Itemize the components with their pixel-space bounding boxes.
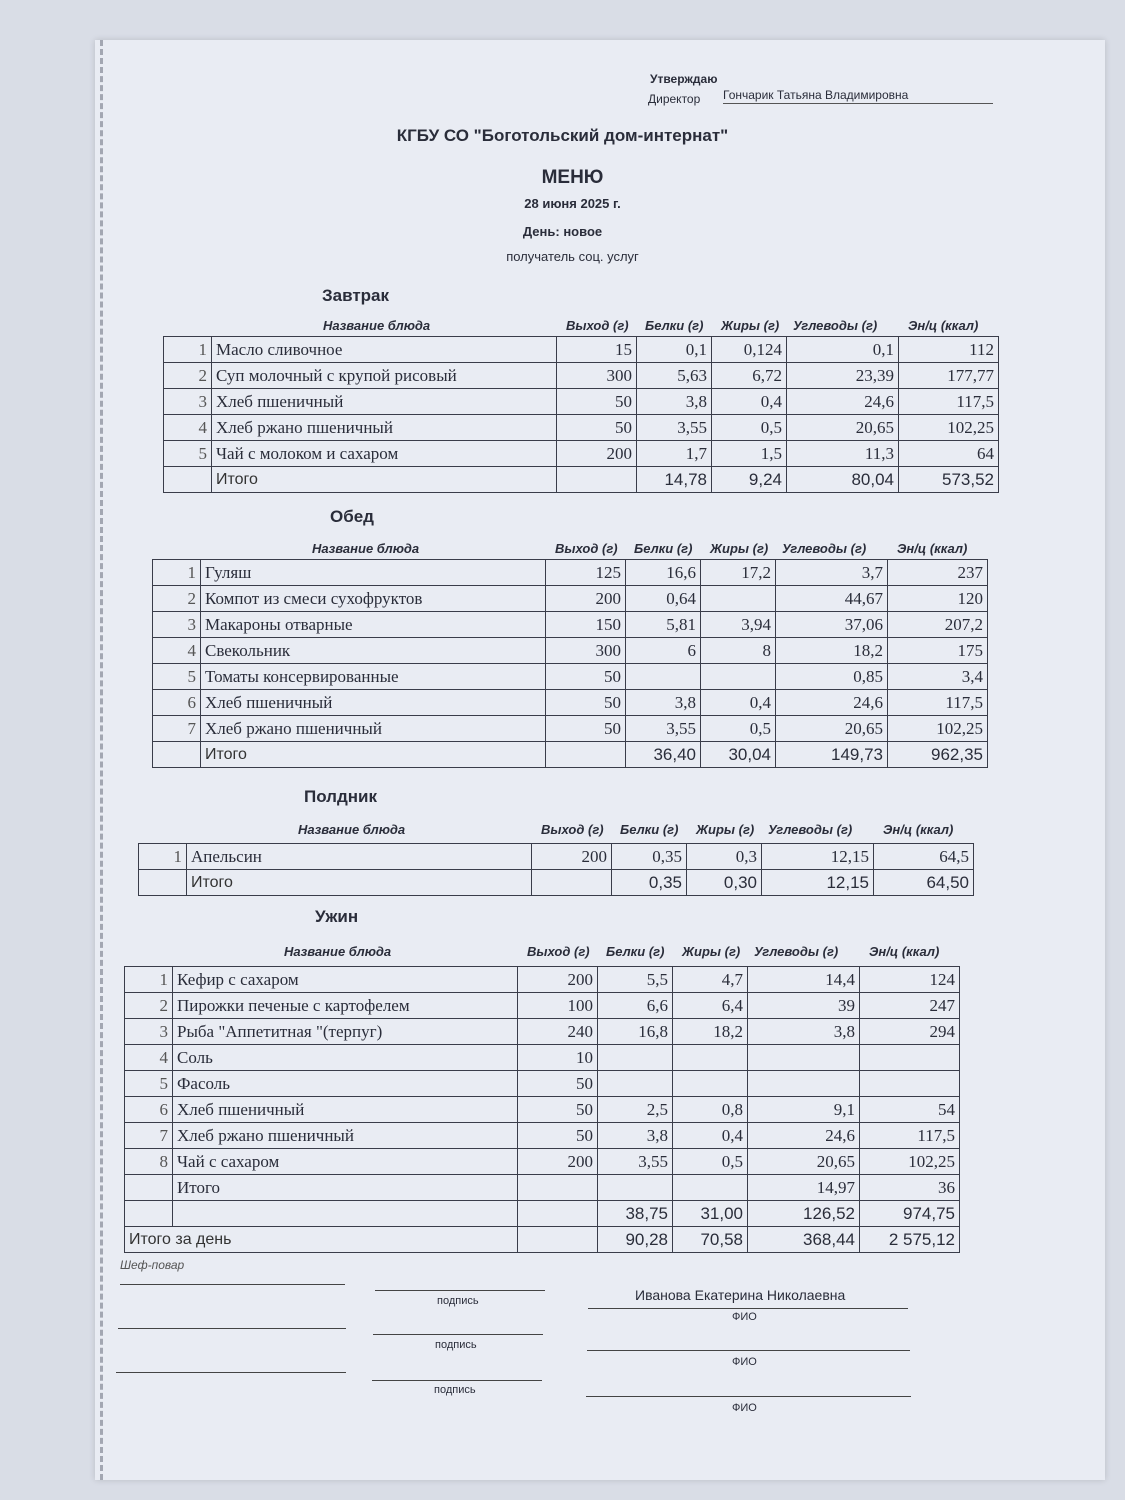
dish-carbs: 11,3: [787, 441, 899, 467]
table-row: [164, 337, 999, 363]
dish-carbs: 20,65: [776, 716, 888, 742]
approve-label: Утверждаю: [650, 72, 718, 86]
total-spacer: [173, 1201, 518, 1227]
column-header-name: Название блюда: [284, 944, 392, 959]
column-header-energy: Эн/ц (ккал): [897, 541, 968, 556]
dish-output: 200: [532, 844, 612, 870]
dish-energy: 117,5: [899, 389, 999, 415]
total-fat: 30,04: [701, 742, 776, 768]
total-carbs: 126,52: [748, 1201, 860, 1227]
table-row: [164, 441, 999, 467]
column-header-protein: Белки (г): [634, 541, 693, 556]
table-row: [164, 389, 999, 415]
director-row: [648, 88, 998, 106]
table-row: [164, 363, 999, 389]
table-row: [153, 612, 988, 638]
total-energy: 974,75: [860, 1201, 960, 1227]
total-carbs: 149,73: [776, 742, 888, 768]
sign-caption: подпись: [435, 1339, 477, 1351]
dish-protein: 6: [626, 638, 701, 664]
dish-output: 50: [557, 389, 637, 415]
dish-protein: 3,55: [637, 415, 712, 441]
table-row: [125, 1175, 960, 1201]
dish-protein: 3,8: [598, 1123, 673, 1149]
day-total-label: Итого за день: [125, 1227, 518, 1253]
dish-name: Соль: [173, 1045, 518, 1071]
dish-carbs: 20,65: [748, 1149, 860, 1175]
dish-output: 300: [546, 638, 626, 664]
dish-fat: 1,5: [712, 441, 787, 467]
dish-name: Хлеб ржано пшеничный: [173, 1123, 518, 1149]
column-header-energy: Эн/ц (ккал): [908, 318, 979, 333]
dish-carbs: 12,15: [762, 844, 874, 870]
total-protein: 14,78: [637, 467, 712, 493]
sign-caption: подпись: [434, 1384, 476, 1396]
dish-protein: 0,35: [612, 844, 687, 870]
dish-protein: 2,5: [598, 1097, 673, 1123]
dish-energy: 247: [860, 993, 960, 1019]
section-title-snack: Полдник: [304, 787, 377, 806]
signature-line: [120, 1284, 345, 1285]
total-carbs: 12,15: [762, 870, 874, 896]
dish-fat: 0,4: [712, 389, 787, 415]
dish-carbs: 0,85: [776, 664, 888, 690]
row-number: 4: [125, 1045, 173, 1071]
signature-line: [372, 1380, 542, 1381]
dish-carbs: 39: [748, 993, 860, 1019]
row-number: 7: [153, 716, 201, 742]
total-energy: 962,35: [888, 742, 988, 768]
dish-energy: 64: [899, 441, 999, 467]
column-header-carbs: Углеводы (г): [782, 541, 867, 556]
dish-protein: 3,8: [626, 690, 701, 716]
dish-fat: 0,4: [673, 1123, 748, 1149]
dish-protein: [626, 664, 701, 690]
dish-output: 50: [518, 1097, 598, 1123]
section-title-breakfast: Завтрак: [322, 286, 390, 305]
dish-output: 50: [546, 664, 626, 690]
row-number: 3: [164, 389, 212, 415]
dish-energy: 294: [860, 1019, 960, 1045]
dish-protein: [598, 1045, 673, 1071]
dish-carbs: 24,6: [787, 389, 899, 415]
fio-caption: ФИО: [732, 1356, 757, 1368]
section-title-lunch: Обед: [330, 507, 374, 526]
total-fat: 0,30: [687, 870, 762, 896]
row-number: 1: [139, 844, 187, 870]
fio-caption: ФИО: [732, 1311, 757, 1323]
row-number: 5: [164, 441, 212, 467]
dish-carbs: 37,06: [776, 612, 888, 638]
row-number: 1: [153, 560, 201, 586]
column-header-output: Выход (г): [566, 318, 629, 333]
dish-energy: 3,4: [888, 664, 988, 690]
table-row: [153, 638, 988, 664]
dish-energy: 177,77: [899, 363, 999, 389]
dish-carbs: 3,7: [776, 560, 888, 586]
row-number: 5: [153, 664, 201, 690]
dish-energy: 54: [860, 1097, 960, 1123]
column-header-fat: Жиры (г): [710, 541, 769, 556]
day-total-protein: 90,28: [598, 1227, 673, 1253]
dish-output: 150: [546, 612, 626, 638]
total-label: Итого: [201, 742, 546, 768]
dish-protein: 5,63: [637, 363, 712, 389]
dish-fat: 8: [701, 638, 776, 664]
table-row: [164, 415, 999, 441]
column-header-protein: Белки (г): [606, 944, 665, 959]
total-protein: 0,35: [612, 870, 687, 896]
total-spacer: [164, 467, 212, 493]
table-row: [153, 716, 988, 742]
page-title: МЕНЮ: [541, 167, 604, 188]
dish-name: Хлеб пшеничный: [201, 690, 546, 716]
dish-name: Гуляш: [201, 560, 546, 586]
dish-carbs: 20,65: [787, 415, 899, 441]
menu-table-breakfast: [163, 336, 999, 493]
dish-name: Хлеб ржано пшеничный: [201, 716, 546, 742]
director-name: Гончарик Татьяна Владимировна: [723, 88, 993, 104]
table-row: [125, 1097, 960, 1123]
signature-line: [116, 1372, 346, 1373]
row-number: 6: [125, 1097, 173, 1123]
day-total-fat: 70,58: [673, 1227, 748, 1253]
dish-output: 200: [518, 1149, 598, 1175]
day-total-carbs: 368,44: [748, 1227, 860, 1253]
chef-label: Шеф-повар: [120, 1258, 185, 1272]
dish-energy: [860, 1071, 960, 1097]
total-spacer: [153, 742, 201, 768]
table-row: [125, 1019, 960, 1045]
dish-fat: 4,7: [673, 967, 748, 993]
director-label: Директор: [648, 92, 701, 106]
dish-protein: [598, 1071, 673, 1097]
table-row: [153, 560, 988, 586]
column-header-fat: Жиры (г): [721, 318, 780, 333]
total-fat: 31,00: [673, 1201, 748, 1227]
dish-fat: 6,72: [712, 363, 787, 389]
dish-energy: 237: [888, 560, 988, 586]
row-number: 3: [153, 612, 201, 638]
dish-fat: 17,2: [701, 560, 776, 586]
organization-title: КГБУ СО "Боготольский дом-интернат": [396, 126, 729, 145]
total-protein: 38,75: [598, 1201, 673, 1227]
table-row: [125, 967, 960, 993]
row-number: 4: [164, 415, 212, 441]
dish-energy: 102,25: [888, 716, 988, 742]
dish-energy: 117,5: [888, 690, 988, 716]
dish-output: 50: [518, 1123, 598, 1149]
column-header-energy: Эн/ц (ккал): [869, 944, 940, 959]
dish-carbs: 3,8: [748, 1019, 860, 1045]
total-output: [518, 1201, 598, 1227]
recipient-label: получатель соц. услуг: [506, 249, 639, 264]
dish-energy: 102,25: [899, 415, 999, 441]
dish-carbs: 18,2: [776, 638, 888, 664]
dish-output: 125: [546, 560, 626, 586]
dish-output: 300: [557, 363, 637, 389]
day-total-energy: 2 575,12: [860, 1227, 960, 1253]
dish-protein: 1,7: [637, 441, 712, 467]
total-label: Итого: [212, 467, 557, 493]
table-row: [125, 1045, 960, 1071]
dish-protein: 0,1: [637, 337, 712, 363]
row-number: [125, 1175, 173, 1201]
column-header-protein: Белки (г): [620, 822, 679, 837]
dish-name: Компот из смеси сухофруктов: [201, 586, 546, 612]
dish-energy: 64,5: [874, 844, 974, 870]
table-row: [153, 586, 988, 612]
row-number: 1: [164, 337, 212, 363]
dish-output: 100: [518, 993, 598, 1019]
dish-energy: 120: [888, 586, 988, 612]
dish-protein: 3,55: [626, 716, 701, 742]
dish-energy: 36: [860, 1175, 960, 1201]
dish-output: 50: [546, 690, 626, 716]
dish-fat: 0,5: [712, 415, 787, 441]
sign-caption: подпись: [437, 1295, 479, 1307]
dish-name: Макароны отварные: [201, 612, 546, 638]
column-header-output: Выход (г): [541, 822, 604, 837]
table-row: [139, 844, 974, 870]
fio-line: [587, 1350, 910, 1351]
dish-output: 50: [546, 716, 626, 742]
dish-fat: 0,5: [673, 1149, 748, 1175]
dish-fat: 3,94: [701, 612, 776, 638]
dish-name: Апельсин: [187, 844, 532, 870]
column-header-carbs: Углеводы (г): [768, 822, 853, 837]
dish-energy: 124: [860, 967, 960, 993]
dish-output: [518, 1175, 598, 1201]
menu-table-dinner: [124, 966, 960, 1253]
dish-protein: 16,8: [598, 1019, 673, 1045]
row-number: 4: [153, 638, 201, 664]
dish-fat: 0,8: [673, 1097, 748, 1123]
dish-fat: 0,5: [701, 716, 776, 742]
row-number: 7: [125, 1123, 173, 1149]
total-output: [532, 870, 612, 896]
dish-protein: 16,6: [626, 560, 701, 586]
dish-carbs: [748, 1071, 860, 1097]
dish-fat: [673, 1071, 748, 1097]
signature-line: [375, 1290, 545, 1291]
column-header-carbs: Углеводы (г): [754, 944, 839, 959]
dish-name: Кефир с сахаром: [173, 967, 518, 993]
row-number: 8: [125, 1149, 173, 1175]
fio-line: [588, 1308, 908, 1309]
table-row: [125, 1071, 960, 1097]
total-output: [557, 467, 637, 493]
dish-output: 200: [557, 441, 637, 467]
menu-day: День: новое: [522, 224, 603, 239]
column-header-fat: Жиры (г): [682, 944, 741, 959]
signature-line: [118, 1328, 346, 1329]
row-number: 2: [164, 363, 212, 389]
table-row: [153, 690, 988, 716]
column-header-output: Выход (г): [555, 541, 618, 556]
signature-line: [373, 1334, 543, 1335]
dish-protein: 3,8: [637, 389, 712, 415]
dish-energy: 112: [899, 337, 999, 363]
dish-protein: 5,81: [626, 612, 701, 638]
dish-carbs: 14,4: [748, 967, 860, 993]
menu-date: 28 июня 2025 г.: [524, 196, 621, 211]
fio-line: [586, 1396, 911, 1397]
column-header-fat: Жиры (г): [696, 822, 755, 837]
row-number: 3: [125, 1019, 173, 1045]
total-row: [164, 467, 999, 493]
row-number: 1: [125, 967, 173, 993]
dish-output: 200: [546, 586, 626, 612]
dish-carbs: 23,39: [787, 363, 899, 389]
total-output: [546, 742, 626, 768]
total-energy: 573,52: [899, 467, 999, 493]
column-header-name: Название блюда: [323, 318, 431, 333]
dish-output: 200: [518, 967, 598, 993]
menu-table-lunch: [152, 559, 988, 768]
dish-output: 50: [518, 1071, 598, 1097]
dish-carbs: 0,1: [787, 337, 899, 363]
dish-name: Чай с сахаром: [173, 1149, 518, 1175]
dish-carbs: 9,1: [748, 1097, 860, 1123]
total-row: [139, 870, 974, 896]
dish-fat: [673, 1175, 748, 1201]
column-header-energy: Эн/ц (ккал): [883, 822, 954, 837]
table-row: [125, 993, 960, 1019]
dish-output: 50: [557, 415, 637, 441]
dish-protein: 6,6: [598, 993, 673, 1019]
dish-fat: 6,4: [673, 993, 748, 1019]
dish-protein: [598, 1175, 673, 1201]
table-row: [125, 1123, 960, 1149]
dish-name: Хлеб ржано пшеничный: [212, 415, 557, 441]
total-row: [153, 742, 988, 768]
total-row: [125, 1201, 960, 1227]
dish-carbs: 24,6: [748, 1123, 860, 1149]
dish-output: 15: [557, 337, 637, 363]
dish-fat: [701, 586, 776, 612]
dish-protein: 0,64: [626, 586, 701, 612]
table-row: [153, 664, 988, 690]
total-protein: 36,40: [626, 742, 701, 768]
dish-name: Хлеб пшеничный: [212, 389, 557, 415]
dish-protein: 3,55: [598, 1149, 673, 1175]
column-header-name: Название блюда: [298, 822, 406, 837]
dish-name: Свекольник: [201, 638, 546, 664]
dish-energy: 207,2: [888, 612, 988, 638]
dish-name: Рыба "Аппетитная "(терпуг): [173, 1019, 518, 1045]
section-title-dinner: Ужин: [315, 907, 359, 926]
dish-energy: 102,25: [860, 1149, 960, 1175]
day-total-row: [125, 1227, 960, 1253]
dish-fat: 0,4: [701, 690, 776, 716]
dish-name: Томаты консервированные: [201, 664, 546, 690]
total-spacer: [139, 870, 187, 896]
dish-carbs: 44,67: [776, 586, 888, 612]
total-spacer: [125, 1201, 173, 1227]
table-row: [125, 1149, 960, 1175]
column-header-output: Выход (г): [527, 944, 590, 959]
dish-name: Суп молочный с крупой рисовый: [212, 363, 557, 389]
dish-fat: 0,124: [712, 337, 787, 363]
row-number: 5: [125, 1071, 173, 1097]
total-energy: 64,50: [874, 870, 974, 896]
dish-carbs: 14,97: [748, 1175, 860, 1201]
dish-output: 240: [518, 1019, 598, 1045]
dish-name: Масло сливочное: [212, 337, 557, 363]
total-carbs: 80,04: [787, 467, 899, 493]
dish-fat: 18,2: [673, 1019, 748, 1045]
row-number: 6: [153, 690, 201, 716]
total-label: Итого: [173, 1175, 518, 1201]
total-label: Итого: [187, 870, 532, 896]
dish-energy: 175: [888, 638, 988, 664]
dish-energy: 117,5: [860, 1123, 960, 1149]
column-header-carbs: Углеводы (г): [793, 318, 878, 333]
dish-fat: [701, 664, 776, 690]
dish-fat: [673, 1045, 748, 1071]
row-number: 2: [125, 993, 173, 1019]
dish-name: Чай с молоком и сахаром: [212, 441, 557, 467]
column-header-protein: Белки (г): [645, 318, 704, 333]
dish-output: 10: [518, 1045, 598, 1071]
row-number: 2: [153, 586, 201, 612]
dish-fat: 0,3: [687, 844, 762, 870]
dish-name: Хлеб пшеничный: [173, 1097, 518, 1123]
dish-name: Фасоль: [173, 1071, 518, 1097]
menu-table-snack: [138, 843, 974, 896]
fio-caption: ФИО: [732, 1402, 757, 1414]
dish-energy: [860, 1045, 960, 1071]
dish-carbs: [748, 1045, 860, 1071]
dish-name: Пирожки печеные с картофелем: [173, 993, 518, 1019]
total-output: [518, 1227, 598, 1253]
column-header-name: Название блюда: [312, 541, 420, 556]
total-fat: 9,24: [712, 467, 787, 493]
dish-carbs: 24,6: [776, 690, 888, 716]
dish-protein: 5,5: [598, 967, 673, 993]
chef-name: Иванова Екатерина Николаевна: [635, 1287, 846, 1303]
